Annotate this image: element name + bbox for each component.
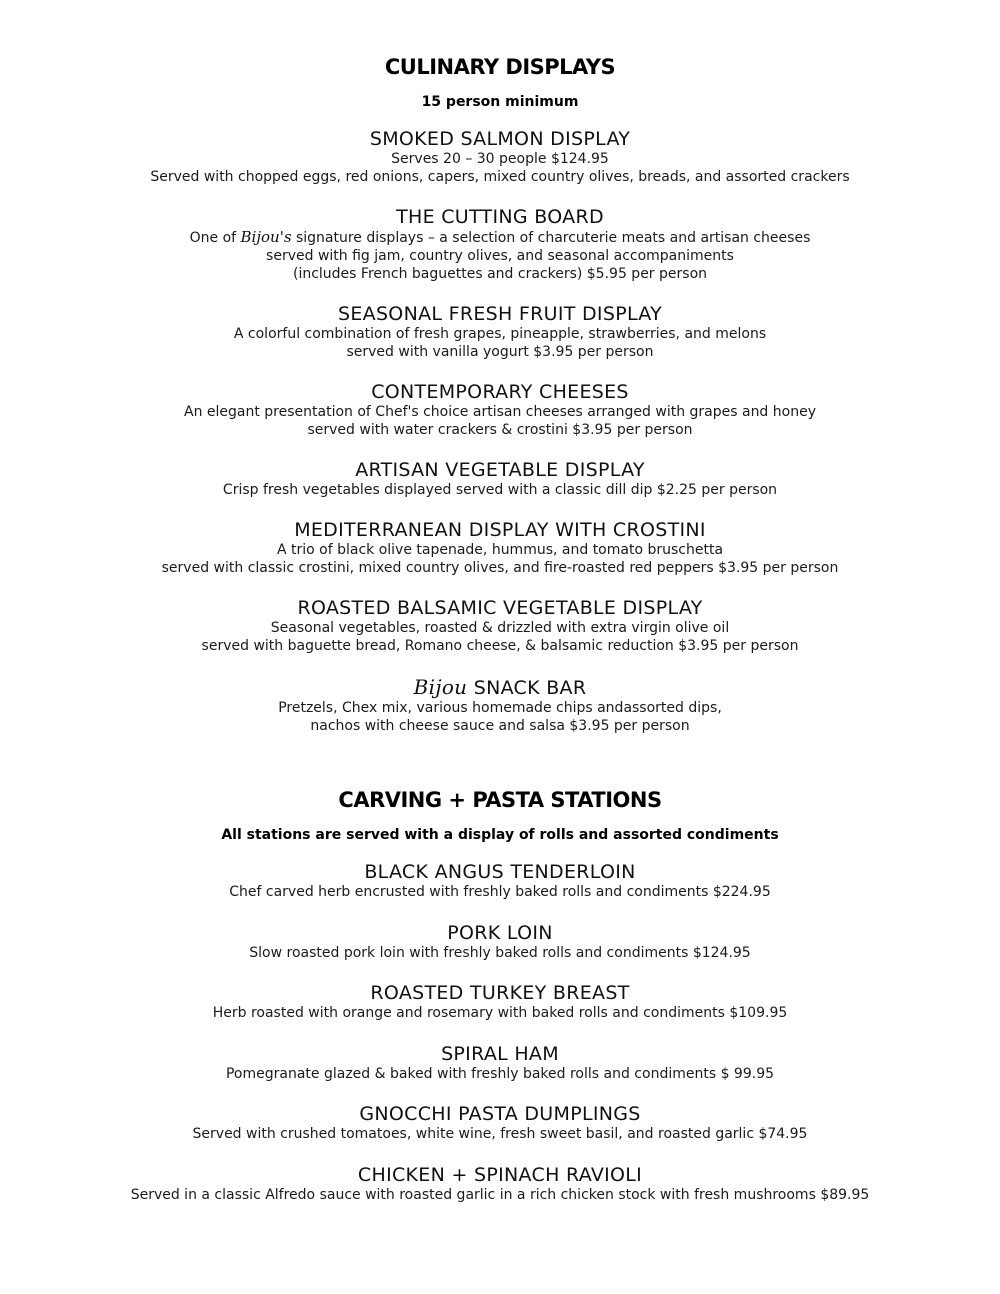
item-description: served with classic crostini, mixed country olives, and fire-roasted red peppers $3.95 per person [161, 560, 839, 576]
item-description: A trio of black olive tapenade, hummus, and tomato bruschetta [276, 542, 724, 558]
item-description: served with water crackers & crostini $3.95 per person [307, 422, 693, 438]
section-title: CULINARY DISPLAYS [384, 55, 616, 79]
item-description: Serves 20 – 30 people $124.95 [391, 151, 609, 167]
carving-header [0, 788, 1000, 812]
culinary-note [0, 94, 1000, 110]
item-name: CHICKEN + SPINACH RAVIOLI [357, 1164, 643, 1186]
item-name: BLACK ANGUS TENDERLOIN [364, 861, 636, 883]
section-title: CARVING + PASTA STATIONS [338, 788, 662, 812]
menu-item [0, 1043, 1000, 1083]
item-description: Crisp fresh vegetables displayed served with a classic dill dip $2.25 per person [222, 482, 778, 498]
desc-prefix: One of [189, 230, 237, 246]
item-description: (includes French baguettes and crackers) $5.95 per person [292, 266, 708, 282]
menu-item [0, 982, 1000, 1022]
item-description: served with baguette bread, Romano cheese, & balsamic reduction $3.95 per person [201, 638, 799, 654]
item-name [0, 675, 1000, 699]
item-description: Seasonal vegetables, roasted & drizzled with extra virgin olive oil [270, 620, 730, 636]
menu-item [0, 381, 1000, 439]
item-description: Served in a classic Alfredo sauce with roasted garlic in a rich chicken stock with fresh mushrooms $89.95 [130, 1187, 870, 1203]
menu-item [0, 861, 1000, 901]
item-name: ROASTED TURKEY BREAST [370, 982, 630, 1004]
culinary-header [0, 55, 1000, 79]
item-name: GNOCCHI PASTA DUMPLINGS [359, 1103, 641, 1125]
menu-item [0, 597, 1000, 655]
menu-item [0, 128, 1000, 186]
menu-item [0, 675, 1000, 735]
item-name: ROASTED BALSAMIC VEGETABLE DISPLAY [297, 597, 703, 619]
item-description: Served with chopped eggs, red onions, capers, mixed country olives, breads, and assorted crackers [150, 169, 850, 185]
menu-item [0, 303, 1000, 361]
item-description: Slow roasted pork loin with freshly baked rolls and condiments $124.95 [249, 945, 751, 961]
item-description: Herb roasted with orange and rosemary with baked rolls and condiments $109.95 [212, 1005, 788, 1021]
item-name: MEDITERRANEAN DISPLAY WITH CROSTINI [294, 519, 706, 541]
carving-note [0, 827, 1000, 843]
menu-item [0, 1103, 1000, 1143]
item-description: Pretzels, Chex mix, various homemade chips andassorted dips, [278, 700, 722, 716]
item-description: Pomegranate glazed & baked with freshly baked rolls and condiments $ 99.95 [225, 1066, 775, 1082]
item-name: SEASONAL FRESH FRUIT DISPLAY [337, 303, 663, 325]
menu-item [0, 1164, 1000, 1204]
menu-item [0, 519, 1000, 577]
item-description: A colorful combination of fresh grapes, pineapple, strawberries, and melons [233, 326, 767, 342]
item-description: An elegant presentation of Chef's choice artisan cheeses arranged with grapes and honey [184, 404, 816, 420]
section-note: All stations are served with a display of rolls and assorted condiments [221, 827, 779, 843]
item-name: SMOKED SALMON DISPLAY [369, 128, 631, 150]
bijou-brand-script: Bijou's [240, 228, 292, 246]
section-note: 15 person minimum [421, 94, 579, 110]
item-name: THE CUTTING BOARD [396, 206, 604, 228]
item-description [0, 228, 1000, 247]
item-description: served with fig jam, country olives, and seasonal accompaniments [266, 248, 734, 264]
item-description: Served with crushed tomatoes, white wine, fresh sweet basil, and roasted garlic $74.95 [192, 1126, 808, 1142]
desc-suffix: signature displays – a selection of charcuterie meats and artisan cheeses [295, 230, 811, 246]
menu-item [0, 206, 1000, 283]
menu-item [0, 922, 1000, 962]
menu-item [0, 459, 1000, 499]
item-name: SPIRAL HAM [441, 1043, 559, 1065]
item-name: ARTISAN VEGETABLE DISPLAY [355, 459, 645, 481]
item-name: CONTEMPORARY CHEESES [371, 381, 629, 403]
item-name: PORK LOIN [447, 922, 553, 944]
item-description: nachos with cheese sauce and salsa $3.95 per person [310, 718, 690, 734]
item-name-text: SNACK BAR [473, 677, 587, 699]
bijou-brand-script: Bijou [413, 675, 468, 699]
item-description: Chef carved herb encrusted with freshly baked rolls and condiments $224.95 [229, 884, 771, 900]
item-description: served with vanilla yogurt $3.95 per person [346, 344, 654, 360]
